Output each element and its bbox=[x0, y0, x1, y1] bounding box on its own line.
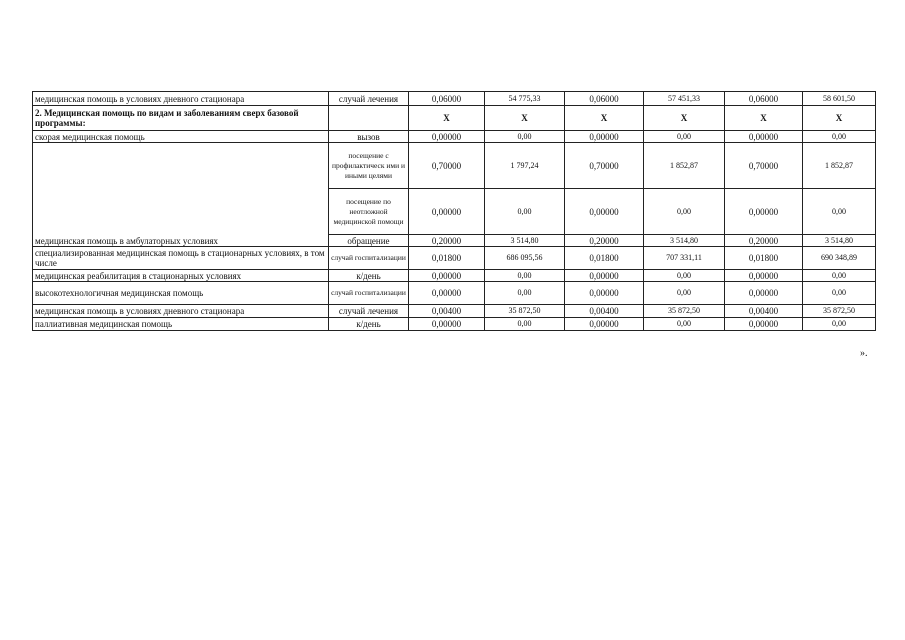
value-cell: 0,20000 bbox=[565, 235, 644, 247]
value-cell: 35 872,50 bbox=[803, 305, 876, 318]
value-cell: 0,00 bbox=[644, 270, 725, 282]
value-cell: 0,00400 bbox=[725, 305, 803, 318]
value-cell: 0,06000 bbox=[409, 92, 485, 106]
value-cell: X bbox=[644, 106, 725, 131]
table-row bbox=[33, 270, 876, 282]
value-cell: 0,00000 bbox=[409, 189, 485, 235]
value-cell: 35 872,50 bbox=[644, 305, 725, 318]
closing-quote-mark: ». bbox=[860, 348, 868, 359]
table-row bbox=[33, 131, 876, 143]
value-cell: 0,01800 bbox=[725, 247, 803, 270]
value-cell: 0,00000 bbox=[409, 270, 485, 282]
row-label: специализированная медицинская помощь в стационарных условиях, в том числе bbox=[33, 247, 329, 270]
row-unit: к/день bbox=[329, 318, 409, 331]
table-row bbox=[33, 305, 876, 318]
value-cell: 35 872,50 bbox=[485, 305, 565, 318]
value-cell: 0,70000 bbox=[409, 143, 485, 189]
value-cell: 0,00400 bbox=[409, 305, 485, 318]
value-cell: 0,20000 bbox=[725, 235, 803, 247]
value-cell: 0,00000 bbox=[565, 318, 644, 331]
row-unit: посещение по неотложной медицинской помощи bbox=[329, 189, 409, 235]
value-cell: 0,00 bbox=[803, 270, 876, 282]
row-unit: случай лечения bbox=[329, 92, 409, 106]
norms-table bbox=[32, 91, 876, 331]
value-cell: 0,01800 bbox=[409, 247, 485, 270]
value-cell: 0,00 bbox=[485, 318, 565, 331]
value-cell: 707 331,11 bbox=[644, 247, 725, 270]
row-label: скорая медицинская помощь bbox=[33, 131, 329, 143]
table-row bbox=[33, 92, 876, 106]
value-cell: 1 852,87 bbox=[644, 143, 725, 189]
value-cell: 0,00 bbox=[803, 318, 876, 331]
value-cell: 0,00000 bbox=[565, 270, 644, 282]
table-row bbox=[33, 247, 876, 270]
value-cell: 3 514,80 bbox=[485, 235, 565, 247]
value-cell: 0,00000 bbox=[725, 282, 803, 305]
row-unit: случай госпитализации bbox=[329, 282, 409, 305]
value-cell: 0,00000 bbox=[565, 131, 644, 143]
value-cell: 0,00000 bbox=[725, 318, 803, 331]
row-unit: случай лечения bbox=[329, 305, 409, 318]
value-cell: X bbox=[565, 106, 644, 131]
value-cell: 0,00 bbox=[644, 131, 725, 143]
value-cell: 0,00000 bbox=[725, 131, 803, 143]
value-cell: 686 095,56 bbox=[485, 247, 565, 270]
section-heading: 2. Медицинская помощь по видам и заболеваниям сверх базовой программы: bbox=[33, 106, 329, 131]
value-cell: 57 451,33 bbox=[644, 92, 725, 106]
value-cell: 0,00 bbox=[644, 189, 725, 235]
table-row bbox=[33, 106, 876, 131]
table-row bbox=[33, 282, 876, 305]
value-cell: 0,70000 bbox=[725, 143, 803, 189]
value-cell: 0,01800 bbox=[565, 247, 644, 270]
value-cell: 0,00 bbox=[644, 318, 725, 331]
row-unit: посещение с профилактическ ими и иными целями bbox=[329, 143, 409, 189]
row-unit: к/день bbox=[329, 270, 409, 282]
value-cell: 0,70000 bbox=[565, 143, 644, 189]
row-unit: обращение bbox=[329, 235, 409, 247]
value-cell: 0,00 bbox=[485, 189, 565, 235]
value-cell: 0,00000 bbox=[725, 270, 803, 282]
row-unit: вызов bbox=[329, 131, 409, 143]
value-cell: 0,00 bbox=[803, 131, 876, 143]
row-unit bbox=[329, 106, 409, 131]
value-cell: 0,00 bbox=[485, 270, 565, 282]
row-label: высокотехнологичная медицинская помощь bbox=[33, 282, 329, 305]
value-cell: 3 514,80 bbox=[803, 235, 876, 247]
value-cell: 0,00000 bbox=[409, 318, 485, 331]
value-cell: 0,00 bbox=[485, 282, 565, 305]
value-cell: X bbox=[485, 106, 565, 131]
table-row bbox=[33, 318, 876, 331]
value-cell: 0,00000 bbox=[409, 282, 485, 305]
value-cell: 0,00 bbox=[803, 189, 876, 235]
value-cell: 0,06000 bbox=[725, 92, 803, 106]
value-cell: 3 514,80 bbox=[644, 235, 725, 247]
row-label: медицинская реабилитация в стационарных условиях bbox=[33, 270, 329, 282]
value-cell: X bbox=[725, 106, 803, 131]
value-cell: 0,06000 bbox=[565, 92, 644, 106]
value-cell: 0,20000 bbox=[409, 235, 485, 247]
row-label: медицинская помощь в условиях дневного стационара bbox=[33, 305, 329, 318]
value-cell: 690 348,89 bbox=[803, 247, 876, 270]
value-cell: 58 601,50 bbox=[803, 92, 876, 106]
row-label: паллиативная медицинская помощь bbox=[33, 318, 329, 331]
table-row bbox=[33, 143, 876, 189]
row-unit: случай госпитализации bbox=[329, 247, 409, 270]
row-label: медицинская помощь в условиях дневного стационара bbox=[33, 92, 329, 106]
value-cell: 1 852,87 bbox=[803, 143, 876, 189]
value-cell: X bbox=[409, 106, 485, 131]
value-cell: 0,00000 bbox=[565, 282, 644, 305]
value-cell: 0,00 bbox=[485, 131, 565, 143]
value-cell: 1 797,24 bbox=[485, 143, 565, 189]
value-cell: X bbox=[803, 106, 876, 131]
value-cell: 0,00 bbox=[644, 282, 725, 305]
value-cell: 54 775,33 bbox=[485, 92, 565, 106]
value-cell: 0,00000 bbox=[725, 189, 803, 235]
value-cell: 0,00400 bbox=[565, 305, 644, 318]
value-cell: 0,00 bbox=[803, 282, 876, 305]
row-label: медицинская помощь в амбулаторных условиях bbox=[33, 143, 329, 247]
value-cell: 0,00000 bbox=[565, 189, 644, 235]
value-cell: 0,00000 bbox=[409, 131, 485, 143]
